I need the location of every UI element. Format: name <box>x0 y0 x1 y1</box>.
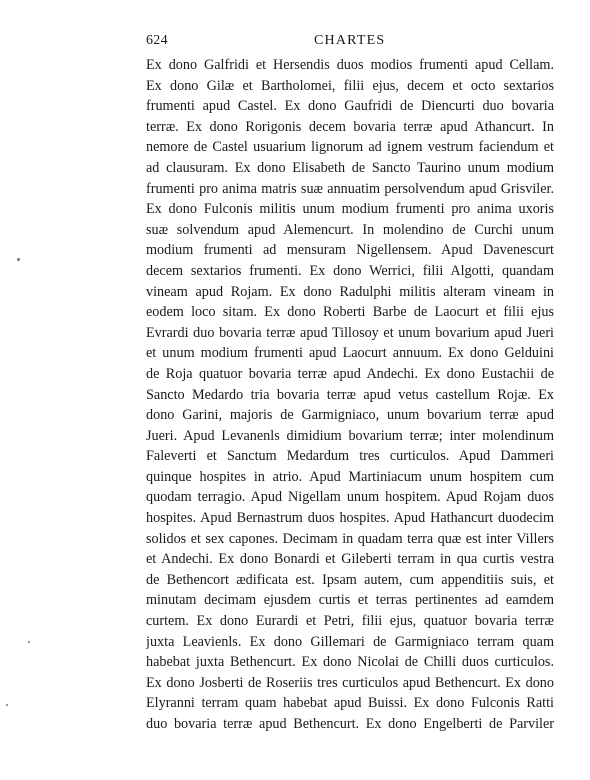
running-title: CHARTES <box>314 33 386 48</box>
text-line: et Andechi. Ex dono Bonardi et Gileberti terram in qua curtis vestra <box>146 551 554 568</box>
text-line: vineam apud Rojam. Ex dono Radulphi militis alteram vineam in <box>146 283 554 300</box>
text-line: solidos et sex capones. Decimam in quadam terra quæ est inter Villers <box>146 530 554 547</box>
text-line: hospites. Apud Bernastrum duos hospites. Apud Hathancurt duodecim <box>146 510 554 527</box>
text-line: frumenti pro anima matris suæ annuatim persolvendum apud Grisviler. <box>146 180 554 197</box>
text-line: Ex dono Josberti de Roseriis tres curticulos apud Bethencurt. Ex dono <box>146 674 554 691</box>
text-line: duo bovaria terræ apud Bethencurt. Ex dono Engelberti de Parviler <box>146 716 554 732</box>
text-line: Jueri. Apud Levanenls dimidium bovarium terræ; inter molendinum <box>146 427 554 444</box>
text-line: de Roja quatuor bovaria terræ apud Andechi. Ex dono Eustachii de <box>146 365 554 382</box>
scan-speck <box>28 641 30 643</box>
scan-speck <box>17 258 20 261</box>
text-line: habebat juxta Bethencurt. Ex dono Nicolai de Chilli duos curticulos. <box>146 654 554 671</box>
text-line: Ex dono Fulconis militis unum modium frumenti pro anima uxoris <box>146 201 554 218</box>
scan-speck <box>6 704 8 706</box>
text-line: quinque hospites in atrio. Apud Martiniacum unum hospitem cum <box>146 468 554 485</box>
text-line: quodam terragio. Apud Nigellam unum hospitem. Apud Rojam duos <box>146 489 554 506</box>
text-line: et unum modium frumenti apud Laocurt annuum. Ex dono Gelduini <box>146 345 554 362</box>
text-line: minutam decimam ejusdem curtis et terras pertinentes ad eamdem <box>146 592 554 609</box>
text-line: terræ. Ex dono Rorigonis decem bovaria terræ apud Athancurt. In <box>146 118 554 135</box>
text-line: decem sextarios frumenti. Ex dono Werrici, filii Algotti, quandam <box>146 262 554 279</box>
text-line: dono Garini, majoris de Garmigniaco, unum bovarium terræ apud <box>146 407 554 424</box>
text-line: suæ solvendum apud Alemencurt. In molendino de Curchi unum <box>146 221 554 238</box>
text-line: Sancto Medardo tria bovaria terræ apud vetus castellum Rojæ. Ex <box>146 386 554 403</box>
text-line: curtem. Ex dono Eurardi et Petri, filii ejus, quatuor bovaria terræ <box>146 613 554 630</box>
page-header <box>146 33 554 53</box>
text-line: Elyranni terram quam habebat apud Buissi. Ex dono Fulconis Ratti <box>146 695 554 712</box>
text-line: juxta Leavienls. Ex dono Gillemari de Garmigniaco terram quam <box>146 633 554 650</box>
text-line: nemore de Castel usuarium lignorum ad ignem vestrum faciendum et <box>146 139 554 156</box>
text-line: eodem loco sitam. Ex dono Roberti Barbe de Laocurt et filii ejus <box>146 304 554 321</box>
charter-text <box>146 55 554 735</box>
text-line: Ex dono Galfridi et Hersendis duos modios frumenti apud Cellam. <box>146 57 554 73</box>
text-line: Ex dono Gilæ et Bartholomei, filii ejus, decem et octo sextarios <box>146 77 554 94</box>
text-line: ad clausuram. Ex dono Elisabeth de Sancto Taurino unum modium <box>146 159 554 176</box>
text-line: frumenti apud Castel. Ex dono Gaufridi de Diencurti duo bovaria <box>146 98 554 115</box>
text-line: de Bethencort ædificata est. Ipsam autem, cum appenditiis suis, et <box>146 571 554 588</box>
text-line: Faleverti et Sanctum Medardum tres curticulos. Apud Dammeri <box>146 448 554 465</box>
text-line: modium frumenti ad mensuram Nigellensem. Apud Davenescurt <box>146 242 554 259</box>
page-number: 624 <box>146 33 168 48</box>
text-line: Evrardi duo bovaria terræ apud Tillosoy et unum bovarium apud Jueri <box>146 324 554 341</box>
